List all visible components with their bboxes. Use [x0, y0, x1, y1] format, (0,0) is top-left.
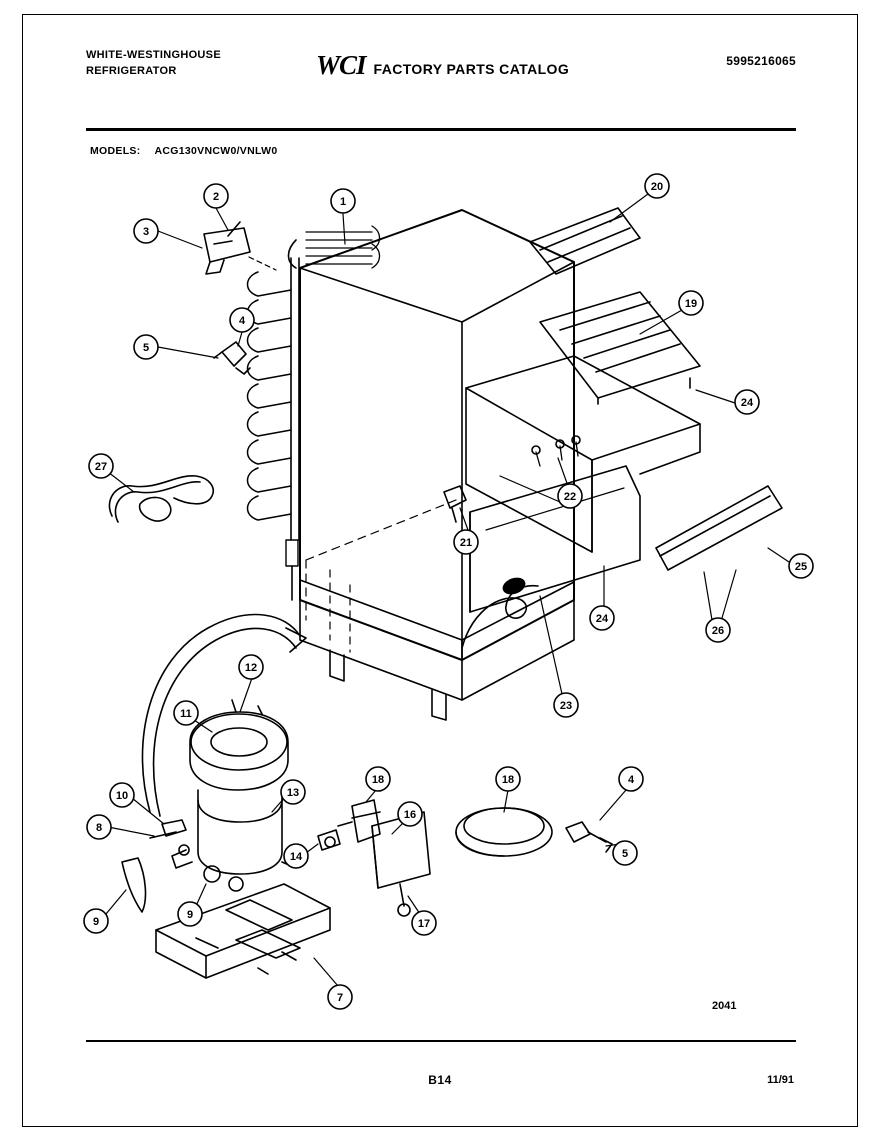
callout-number: 26 [711, 625, 725, 637]
brand-line-2: REFRIGERATOR [86, 65, 177, 77]
coil-clip-part [214, 342, 250, 374]
callout-number: 10 [115, 790, 129, 802]
callout-18 [496, 767, 520, 791]
page-number: B14 [428, 1073, 452, 1087]
callout-number: 9 [186, 909, 194, 921]
models-label: MODELS: [90, 145, 141, 157]
callout-24 [590, 606, 614, 630]
callout-25 [789, 554, 813, 578]
callout-number: 14 [289, 851, 303, 863]
callout-number: 16 [403, 809, 417, 821]
callout-23 [554, 693, 578, 717]
evaporator-assembly [540, 292, 700, 404]
condenser-coil [248, 226, 380, 600]
cabinet-outline [300, 210, 577, 720]
door-panel [470, 466, 640, 612]
callout-number: 27 [94, 461, 108, 473]
callout-10 [110, 783, 134, 807]
callout-2 [204, 184, 228, 208]
top-trim-rail [530, 208, 640, 274]
callout-number: 2 [212, 191, 220, 203]
callout-number: 20 [650, 181, 664, 193]
callout-8 [87, 815, 111, 839]
footer-divider [86, 1040, 796, 1042]
callout-9 [84, 909, 108, 933]
tube-23 [462, 576, 538, 648]
callout-number: 18 [501, 774, 515, 786]
callout-12 [239, 655, 263, 679]
drain-hose [109, 476, 213, 522]
wci-logo: WCI [316, 50, 366, 80]
callout-number: 4 [238, 315, 246, 327]
callout-3 [134, 219, 158, 243]
callout-number: 19 [684, 298, 698, 310]
callout-number: 4 [627, 774, 635, 786]
callout-5 [613, 841, 637, 865]
figure-number: 2041 [712, 1000, 737, 1012]
callout-7 [328, 985, 352, 1009]
callout-20 [645, 174, 669, 198]
callout-19 [679, 291, 703, 315]
clip-parts-left [122, 820, 189, 912]
callout-26 [706, 618, 730, 642]
callout-number: 8 [95, 822, 103, 834]
side-trim-strip [656, 486, 782, 570]
screws-right [566, 822, 612, 852]
callout-4 [619, 767, 643, 791]
callout-11 [174, 701, 198, 725]
brand-line-1: WHITE-WESTINGHOUSE [86, 49, 221, 61]
coiled-tubing [456, 808, 552, 856]
callout-9 [178, 902, 202, 926]
catalog-title: FACTORY PARTS CATALOG [373, 61, 570, 77]
callout-number: 21 [459, 537, 473, 549]
catalog-part-number: 5995216065 [726, 54, 796, 68]
callout-number: 17 [417, 918, 431, 930]
callout-18 [366, 767, 390, 791]
callout-27 [89, 454, 113, 478]
callout-number: 24 [595, 613, 609, 625]
callout-number: 11 [180, 708, 192, 720]
callout-16 [398, 802, 422, 826]
callout-number: 9 [92, 916, 100, 928]
callout-number: 5 [142, 342, 150, 354]
callout-number: 22 [563, 491, 577, 503]
callout-number: 24 [740, 397, 754, 409]
models-value: ACG130VNCW0/VNLW0 [154, 145, 278, 157]
callout-number: 18 [371, 774, 385, 786]
callout-21 [454, 530, 478, 554]
callout-number: 12 [244, 662, 258, 674]
revision-date: 11/91 [767, 1074, 794, 1086]
callout-number: 1 [339, 196, 347, 208]
callout-number: 25 [794, 561, 808, 573]
callout-17 [412, 911, 436, 935]
base-pan [156, 884, 330, 978]
callout-13 [281, 780, 305, 804]
callout-14 [284, 844, 308, 868]
callout-5 [134, 335, 158, 359]
callout-4 [230, 308, 254, 332]
freezer-liner [466, 356, 700, 552]
callout-layer [84, 174, 813, 1009]
callout-number: 7 [336, 992, 344, 1004]
callout-24 [735, 390, 759, 414]
callout-1 [331, 189, 355, 213]
callout-number: 13 [286, 787, 300, 799]
callout-number: 3 [142, 226, 150, 238]
coil-bracket-part [204, 222, 250, 274]
callout-number: 23 [559, 700, 573, 712]
callout-number: 5 [621, 848, 629, 860]
callout-22 [558, 484, 582, 508]
